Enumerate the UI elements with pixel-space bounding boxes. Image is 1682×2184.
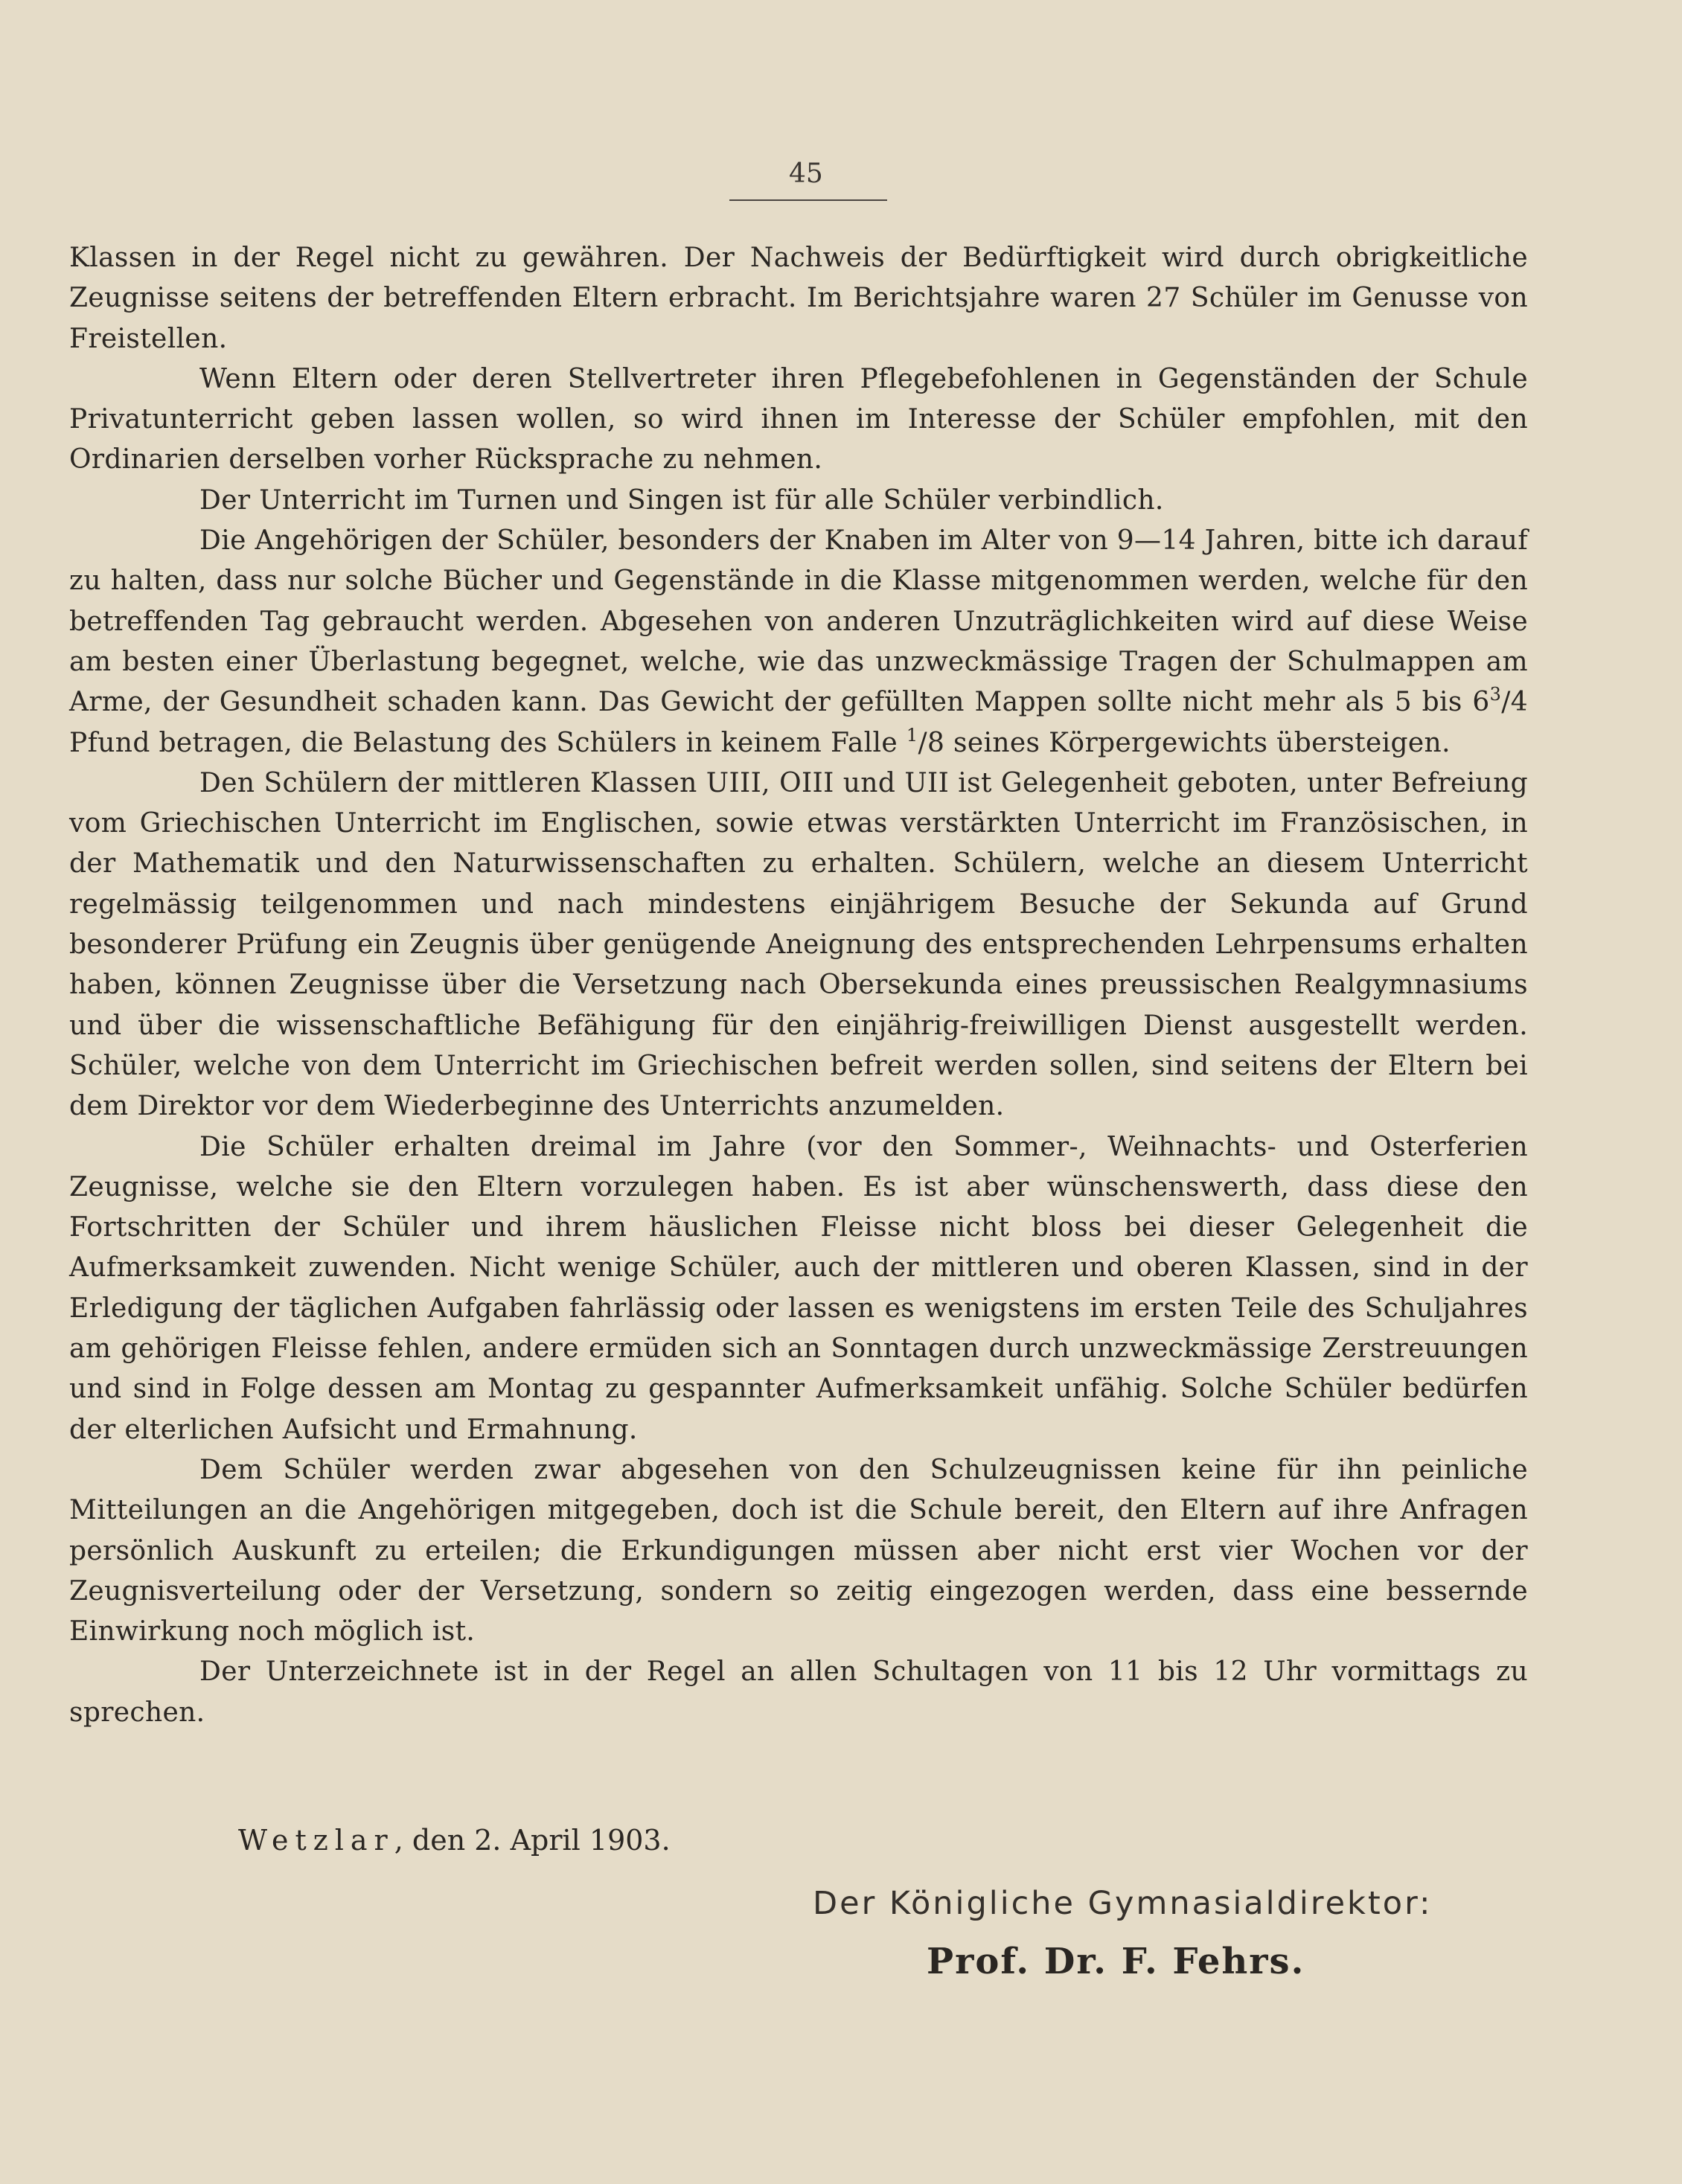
paragraph-middle-classes: Den Schülern der mittleren Klassen UIII, OIII und UII ist Gelegenheit geboten, unter Befreiung vom Griechischen Unterricht im Englischen, sowie etwas verstärkten Unterricht im Französischen, in der Mathematik und den Naturwissenschaften zu erhalten. Schülern, welche an diesem Unterricht regelmässig teilgenommen und nach mindestens einjährigem Besuche der Sekunda auf Grund besonderer Prüfung ein Zeugnis über genügende Aneignung des entsprechenden Lehrpensums erhalten haben, können Zeugnisse über die Versetzung nach Obersekunda eines preussischen Realgymnasiums und über die wissenschaftliche Befähigung für den einjährig-freiwilligen Dienst ausgestellt werden. Schüler, welche von dem Unterricht im Griechischen befreit werden sollen, sind seitens der Eltern bei dem Direktor vor dem Wiederbeginne des Unterrichts anzumelden. [69, 767, 1528, 1122]
fraction-numerator-2: 1 [906, 724, 918, 746]
paragraph-report-cards: Die Schüler erhalten dreimal im Jahre (vor den Sommer-, Weihnachts- und Osterferien Zeugnisse, welche sie den Eltern vorzulegen haben. Es ist aber wünschenswerth, dass diese den Fortschritten der Schüler und ihrem häuslichen Fleisse nicht bloss bei dieser Gelegenheit die Aufmerksamkeit zuwenden. Nicht wenige Schüler, auch der mittleren und oberen Klassen, sind in der Erledigung der täglichen Aufgaben fahrlässig oder lassen es wenigstens im ersten Teile des Schuljahres am gehörigen Fleisse fehlen, andere ermüden sich an Sonntagen durch unzweckmässige Zerstreuungen und sind in Folge dessen am Montag zu gespannter Aufmerksamkeit unfähig. Solche Schüler bedürfen der elterlichen Aufsicht und Ermahnung. [69, 1131, 1528, 1445]
paragraph-continuation: Klassen in der Regel nicht zu gewähren. Der Nachweis der Bedürftigkeit wird durch obrigkeitliche Zeugnisse seitens der betreffenden Eltern erbracht. Im Berichtsjahre waren 27 Schüler im Genusse von Freistellen. [69, 243, 1528, 354]
paragraph-private-lessons: Wenn Eltern oder deren Stellvertreter ihren Pflegebefohlenen in Gegenständen der Schule Privatunterricht geben lassen wollen, so wird ihnen im Interesse der Schüler empfohlen, mit den Ordinarien derselben vorher Rücksprache zu nehmen. [69, 363, 1528, 475]
fraction-numerator: 3 [1489, 684, 1502, 705]
body-text [69, 238, 1528, 1733]
paragraph-gymnastics-singing: Der Unterricht im Turnen und Singen ist für alle Schüler verbindlich. [199, 484, 1164, 516]
paragraph-office-hours: Der Unterzeichnete ist in der Regel an allen Schultagen von 11 bis 12 Uhr vormittags zu sprechen. [69, 1656, 1528, 1728]
page-number: 45 [789, 158, 823, 189]
school-bags-text-a: Die Angehörigen der Schüler, besonders der Knaben im Alter von 9—14 Jahren, bitte ich darauf zu halten, dass nur solche Bücher und Gegenstände in die Klasse mitgenommen werden, welche für den betreffenden Tag gebraucht werden. Abgesehen von anderen Unzuträglichkeiten wird auf diese Weise am besten einer Überlastung begegnet, welche, wie das unzweckmässige Tragen der Schulmappen am Arme, der Gesundheit schaden kann. Das Gewicht der gefüllten Mappen sollte nicht mehr als 5 bis 6 [69, 525, 1528, 718]
date: , den 2. April 1903. [394, 1824, 671, 1857]
school-bags-text-c: /8 seines Körpergewichts übersteigen. [918, 727, 1451, 758]
paragraph-parent-information: Dem Schüler werden zwar abgesehen von den Schulzeugnissen keine für ihn peinliche Mitteilungen an die Angehörigen mitgegeben, doch ist die Schule bereit, den Eltern auf ihre Anfragen persönlich Auskunft zu erteilen; die Erkundigungen müssen aber nicht erst vier Wochen vor der Zeugnisverteilung oder der Versetzung, sondern so zeitig eingezogen werden, dass eine bessernde Einwirkung noch möglich ist. [69, 1454, 1528, 1647]
signature-title: Der Königliche Gymnasialdirektor: [813, 1885, 1433, 1922]
header-rule [729, 199, 887, 201]
signature-name: Prof. Dr. F. Fehrs. [927, 1941, 1305, 1982]
paragraph-school-bags [69, 521, 1528, 763]
place-name: Wetzlar [238, 1824, 394, 1857]
school-bags-text-b: /4 Pfund betragen, die Belastung des Schülers in keinem Falle [69, 687, 1528, 758]
place-date [238, 1820, 671, 1860]
